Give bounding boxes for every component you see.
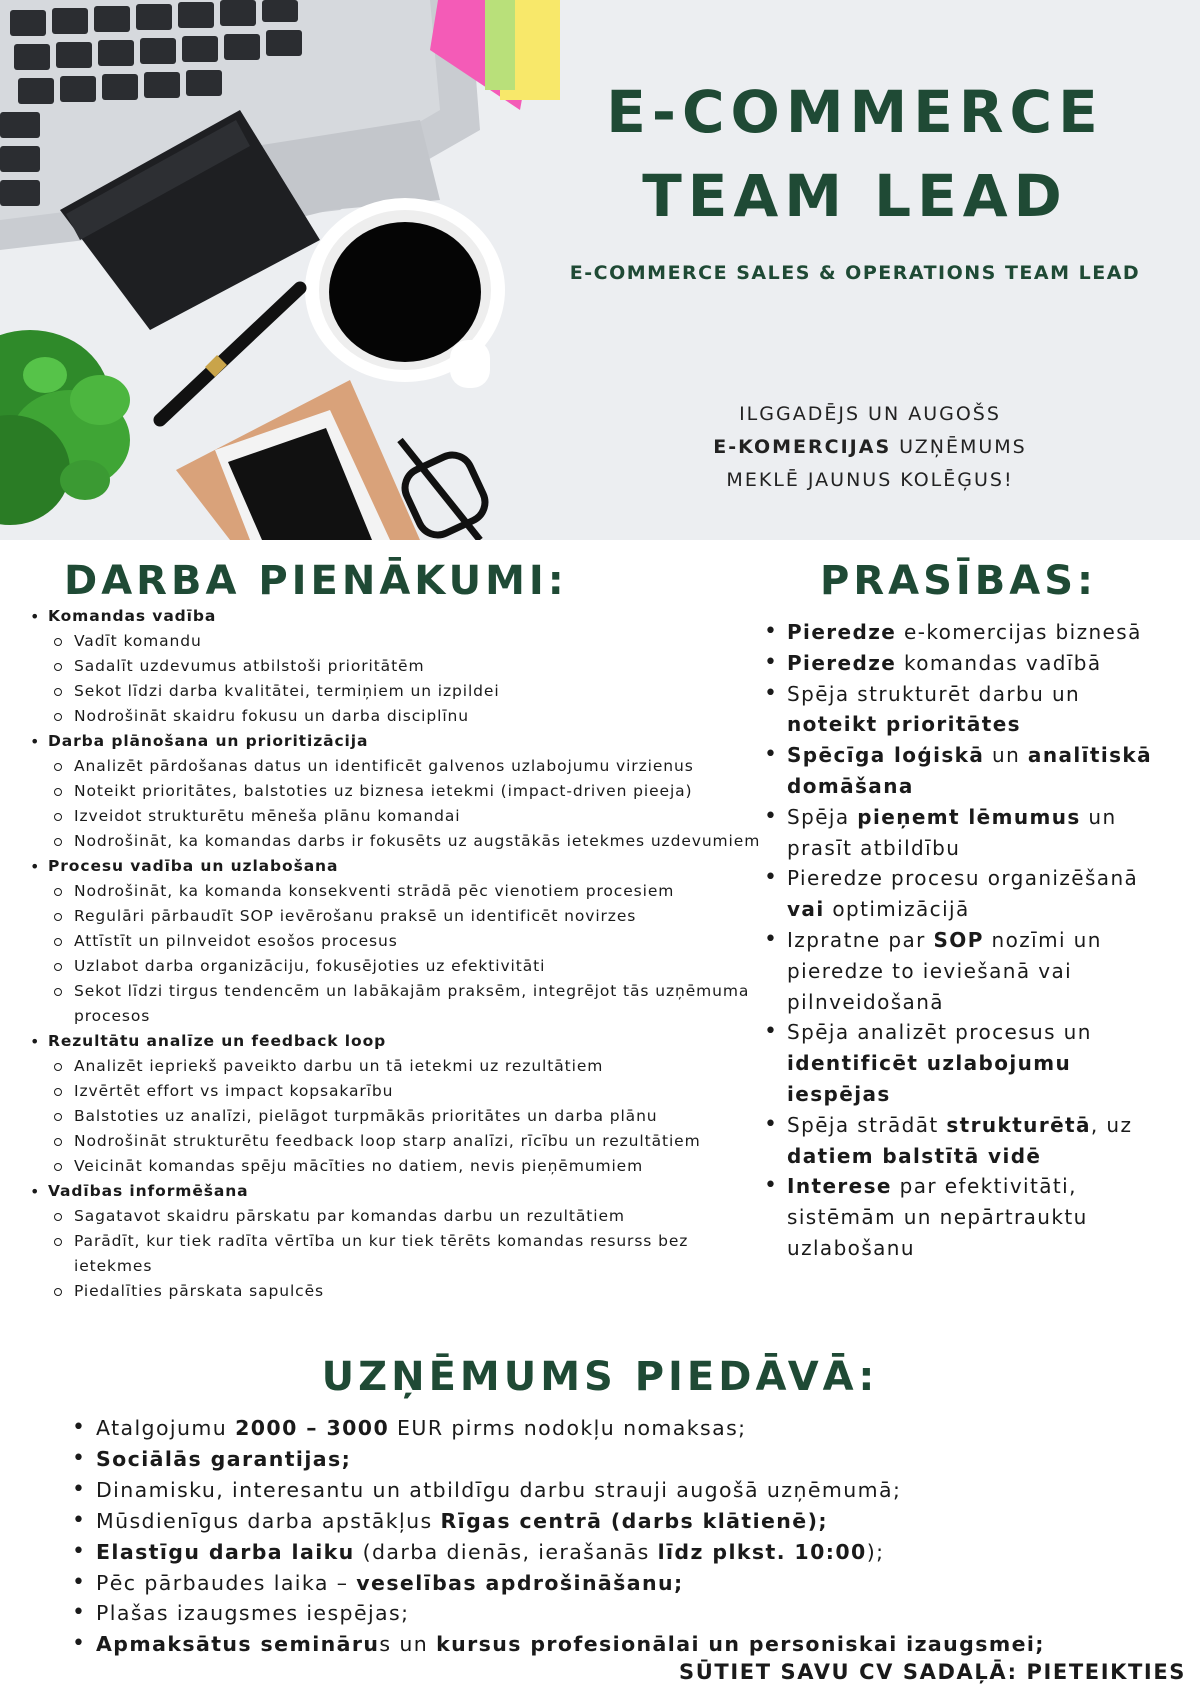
duty-item: Nodrošināt skaidru fokusu un darba disciplīnu bbox=[48, 704, 766, 729]
plant-image bbox=[0, 330, 130, 525]
text-run: nozīmi un pieredze to ieviešanā vai pilnveidošanā bbox=[787, 927, 1102, 1014]
duty-item: Nodrošināt, ka komandas darbs ir fokusēts uz augstākās ietekmes uzdevumiem bbox=[48, 829, 766, 854]
duties-heading: DARBA PIENĀKUMI: bbox=[64, 558, 568, 604]
duty-item: Attīstīt un pilnveidot esošos procesus bbox=[48, 929, 766, 954]
bold-text: līdz plkst. 10:00 bbox=[657, 1539, 867, 1564]
duty-group-title: • Vadības informēšana bbox=[48, 1182, 249, 1200]
job-title-line1: E-COMMERCE bbox=[606, 78, 1104, 146]
text-run: Plašas izaugsmes iespējas; bbox=[96, 1601, 410, 1626]
bold-text: identificēt uzlabojumu iespējas bbox=[787, 1051, 1072, 1106]
job-title-line2: TEAM LEAD bbox=[642, 162, 1068, 230]
requirement-item bbox=[762, 617, 1172, 648]
hero-banner bbox=[0, 0, 1200, 540]
apply-call-to-action: SŪTIET SAVU CV SADAĻĀ: PIETEIKTIES bbox=[679, 1660, 1186, 1684]
bold-text: Sociālās garantijas; bbox=[96, 1446, 352, 1471]
bold-text: Spēcīga loģiskā bbox=[787, 743, 985, 768]
bold-text: kursus profesionālai un personiskai izaugsmei; bbox=[436, 1632, 1045, 1657]
offer-item bbox=[72, 1475, 1172, 1506]
text-run: MEKLĒ JAUNUS KOLĒĢUS! bbox=[726, 469, 1014, 491]
text-run: Spēja bbox=[787, 804, 858, 829]
text-run: par efektivitāti, sistēmām un nepārtrauktu uzlabošanu bbox=[787, 1174, 1088, 1260]
bold-text: SOP bbox=[933, 927, 984, 952]
company-tagline bbox=[620, 398, 1120, 497]
offer-item bbox=[72, 1413, 1172, 1444]
duty-sublist bbox=[48, 629, 766, 729]
duty-item: Sekot līdzi tirgus tendencēm un labākajām praksēm, integrējot tās uzņēmuma procesos bbox=[48, 979, 766, 1029]
requirement-item bbox=[762, 679, 1172, 741]
duty-group bbox=[26, 854, 766, 1029]
tagline-line bbox=[620, 398, 1120, 431]
bold-text: strukturētā bbox=[946, 1112, 1091, 1137]
text-run: Mūsdienīgus darba apstākļus bbox=[96, 1508, 441, 1533]
text-run: Spēja analizēt procesus un bbox=[787, 1020, 1092, 1045]
duty-item: Uzlabot darba organizāciju, fokusējoties uz efektivitāti bbox=[48, 954, 766, 979]
offer-list bbox=[72, 1413, 1172, 1660]
duty-item: Sagatavot skaidru pārskatu par komandas darbu un rezultātiem bbox=[48, 1204, 766, 1229]
duty-group bbox=[26, 1179, 766, 1304]
offer-item bbox=[72, 1598, 1172, 1629]
requirement-item bbox=[762, 925, 1172, 1017]
duty-item: Izvērtēt effort vs impact kopsakarību bbox=[48, 1079, 766, 1104]
duty-item: Noteikt prioritātes, balstoties uz biznesa ietekmi (impact-driven pieeja) bbox=[48, 779, 766, 804]
bold-text: noteikt prioritātes bbox=[787, 712, 1021, 737]
requirements-list bbox=[762, 617, 1172, 1264]
text-run: un bbox=[984, 743, 1028, 768]
duty-item: Parādīt, kur tiek radīta vērtība un kur tiek tērēts komandas resurss bez ietekmes bbox=[48, 1229, 766, 1279]
duty-group-title: • Procesu vadība un uzlabošana bbox=[48, 857, 339, 875]
requirement-item bbox=[762, 802, 1172, 864]
text-run: Spēja strādāt bbox=[787, 1112, 947, 1137]
text-run: un prasīt atbildību bbox=[787, 804, 1117, 860]
requirements-heading: PRASĪBAS: bbox=[820, 558, 1098, 604]
offer-item bbox=[72, 1629, 1172, 1660]
text-run: Atalgojumu bbox=[96, 1416, 236, 1440]
text-run: Pieredze procesu organizēšanā bbox=[787, 866, 1139, 891]
duty-group-title: • Darba plānošana un prioritizācija bbox=[48, 732, 369, 750]
duty-sublist bbox=[48, 1204, 766, 1304]
offer-item bbox=[72, 1444, 1172, 1475]
duty-item: Regulāri pārbaudīt SOP ievērošanu praksē un identificēt novirzes bbox=[48, 904, 766, 929]
offer-item bbox=[72, 1537, 1172, 1568]
duty-group-title: • Rezultātu analīze un feedback loop bbox=[48, 1032, 387, 1050]
text-run: Izpratne par bbox=[787, 927, 934, 952]
requirement-item bbox=[762, 648, 1172, 679]
bold-text: 2000 – 3000 bbox=[235, 1416, 390, 1440]
text-run: UZŅĒMUMS bbox=[891, 436, 1027, 458]
requirement-item bbox=[762, 1110, 1172, 1172]
duty-item: Veicināt komandas spēju mācīties no datiem, nevis pieņēmumiem bbox=[48, 1154, 766, 1179]
bold-text: Elastīgu darba laiku bbox=[96, 1539, 355, 1564]
offer-item bbox=[72, 1506, 1172, 1537]
text-run: Pēc pārbaudes laika – bbox=[96, 1570, 357, 1595]
requirement-item bbox=[762, 1171, 1172, 1263]
duty-group-title: • Komandas vadība bbox=[48, 607, 217, 625]
bold-text: Apmaksātus semināru bbox=[96, 1632, 380, 1657]
duty-sublist bbox=[48, 879, 766, 1029]
duty-item: Sekot līdzi darba kvalitātei, termiņiem un izpildei bbox=[48, 679, 766, 704]
duty-item: Balstoties uz analīzi, pielāgot turpmākās prioritātes un darba plānu bbox=[48, 1104, 766, 1129]
tagline-line bbox=[620, 431, 1120, 464]
tagline-line bbox=[620, 464, 1120, 497]
duty-item: Piedalīties pārskata sapulcēs bbox=[48, 1279, 766, 1304]
text-run: s un bbox=[379, 1632, 437, 1657]
bold-text: pieņemt lēmumus bbox=[857, 804, 1081, 829]
text-run: Dinamisku, interesantu un atbildīgu darbu strauji augošā uzņēmumā; bbox=[96, 1477, 902, 1502]
duty-item: Izveidot strukturētu mēneša plānu komandai bbox=[48, 804, 766, 829]
text-run: EUR pirms nodokļu nomaksas; bbox=[389, 1416, 747, 1440]
text-run: ILGGADĒJS UN AUGOŠS bbox=[739, 403, 1001, 425]
bold-text: Rīgas centrā (darbs klātienē); bbox=[440, 1508, 828, 1533]
coffee-cup-image bbox=[305, 198, 505, 388]
bold-text: E-KOMERCIJAS bbox=[713, 436, 892, 458]
text-run: , uz bbox=[1090, 1112, 1133, 1137]
offer-item bbox=[72, 1568, 1172, 1599]
text-run: Spēja strukturēt darbu un bbox=[787, 681, 1081, 706]
bold-text: Interese bbox=[787, 1174, 892, 1199]
bold-text: Pieredze bbox=[787, 620, 897, 644]
bold-text: vai bbox=[787, 897, 825, 922]
duty-group bbox=[26, 604, 766, 729]
duties-list bbox=[26, 604, 766, 1304]
duty-item: Vadīt komandu bbox=[48, 629, 766, 654]
bold-text: datiem balstītā vidē bbox=[787, 1143, 1042, 1168]
requirement-item bbox=[762, 863, 1172, 925]
duty-sublist bbox=[48, 1054, 766, 1179]
text-run: (darba dienās, ierašanās bbox=[354, 1539, 658, 1564]
offer-heading: UZŅĒMUMS PIEDĀVĀ: bbox=[321, 1354, 879, 1400]
job-subtitle: E-COMMERCE SALES & OPERATIONS TEAM LEAD bbox=[569, 262, 1141, 284]
duty-group bbox=[26, 729, 766, 854]
text-run: ); bbox=[866, 1539, 885, 1564]
text-run: e-komercijas biznesā bbox=[896, 620, 1142, 644]
bold-text: Pieredze bbox=[787, 650, 897, 675]
text-run: optimizācijā bbox=[824, 897, 970, 922]
duty-group bbox=[26, 1029, 766, 1179]
requirement-item bbox=[762, 1017, 1172, 1109]
duty-item: Analizēt iepriekš paveikto darbu un tā ietekmi uz rezultātiem bbox=[48, 1054, 766, 1079]
duty-item: Analizēt pārdošanas datus un identificēt galvenos uzlabojumu virzienus bbox=[48, 754, 766, 779]
bold-text: veselības apdrošināšanu; bbox=[356, 1570, 684, 1595]
requirement-item bbox=[762, 740, 1172, 802]
bold-text: analītiskā domāšana bbox=[787, 743, 1152, 798]
duty-sublist bbox=[48, 754, 766, 854]
duty-item: Nodrošināt, ka komanda konsekventi strādā pēc vienotiem procesiem bbox=[48, 879, 766, 904]
duty-item: Nodrošināt strukturētu feedback loop starp analīzi, rīcību un rezultātiem bbox=[48, 1129, 766, 1154]
duty-item: Sadalīt uzdevumus atbilstoši prioritātēm bbox=[48, 654, 766, 679]
text-run: komandas vadībā bbox=[896, 650, 1102, 675]
